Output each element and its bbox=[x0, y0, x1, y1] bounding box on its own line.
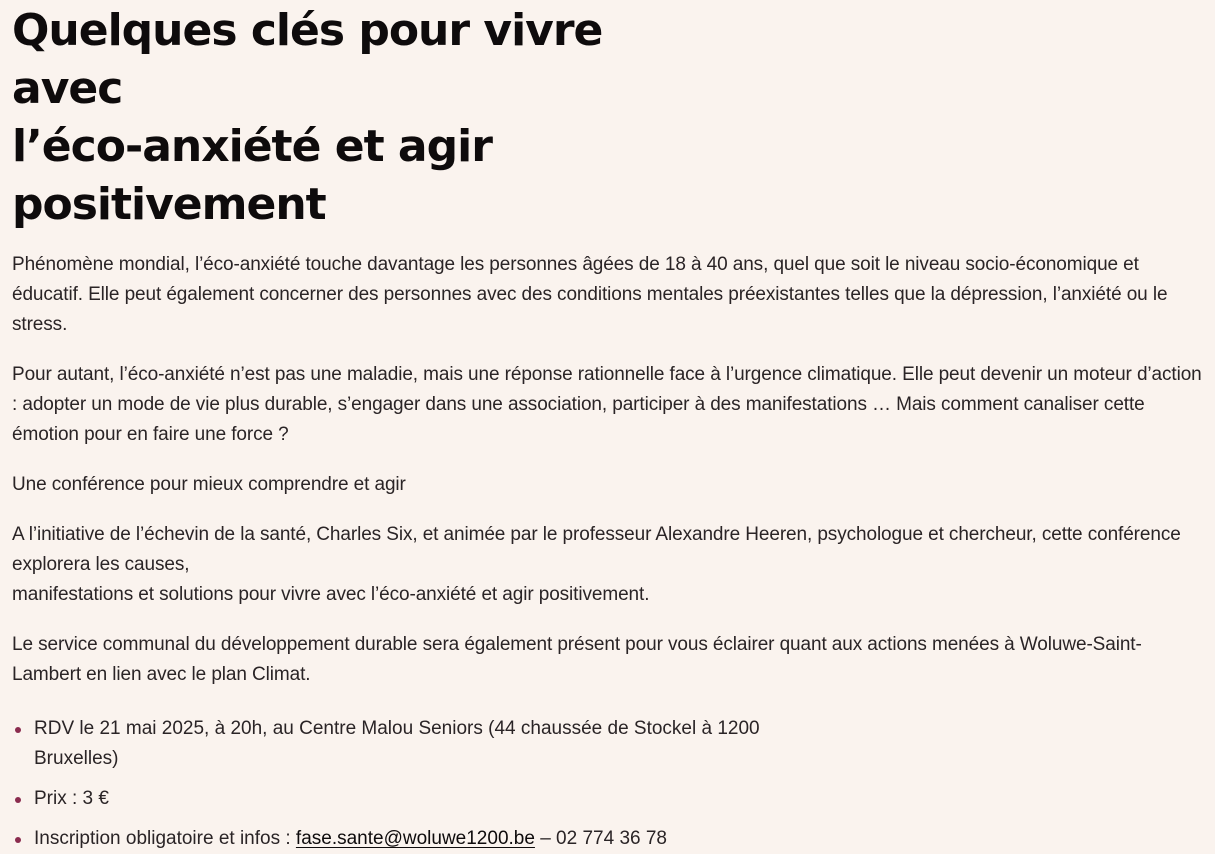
paragraph-sustainability-service: Le service communal du développement durable sera également présent pour vous éclairer quant aux actions menées à Woluwe-Saint-Lambert en lien avec le plan Climat. bbox=[12, 634, 1142, 685]
conference-details-line-b: manifestations et solutions pour vivre avec l’éco-anxiété et agir positivement. bbox=[12, 584, 650, 605]
paragraph-conference-heading: Une conférence pour mieux comprendre et agir bbox=[12, 474, 406, 495]
list-item-rdv bbox=[12, 714, 1207, 774]
event-details-list bbox=[12, 714, 1207, 854]
bullet-icon bbox=[15, 727, 21, 733]
list-item-registration bbox=[12, 824, 1207, 854]
paragraph-rational-response: Pour autant, l’éco-anxiété n’est pas une maladie, mais une réponse rationnelle face à l’urgence climatique. Elle peut devenir un moteur d’action : adopter un mode de vie plus durable, s’engager dans une association, participer à des manifestations … Mais comment canaliser cette émotion pour en faire une force ? bbox=[12, 364, 1202, 445]
phone-text: – 02 774 36 78 bbox=[534, 828, 668, 849]
title-line-1: Quelques clés pour vivre avec bbox=[12, 5, 603, 114]
price-text: Prix : 3 € bbox=[34, 788, 109, 809]
list-item-price bbox=[12, 784, 1207, 814]
page-title bbox=[12, 0, 712, 234]
email-link[interactable]: fase.sante@woluwe1200.be bbox=[295, 828, 535, 849]
paragraph-intro: Phénomène mondial, l’éco-anxiété touche davantage les personnes âgées de 18 à 40 ans, quel que soit le niveau socio-économique et éducatif. Elle peut également concerner des personnes avec des conditions mentales préexistantes telles que la dépression, l’anxiété ou le stress. bbox=[12, 254, 1168, 335]
registration-label: Inscription obligatoire et infos : bbox=[34, 828, 296, 849]
rdv-text: RDV le 21 mai 2025, à 20h, au Centre Malou Seniors (44 chaussée de Stockel à 1200 Bruxelles) bbox=[34, 718, 760, 769]
conference-details-line-a: A l’initiative de l’échevin de la santé, Charles Six, et animée par le professeur Alexandre Heeren, psychologue et chercheur, cette conférence explorera les causes, bbox=[12, 524, 1181, 575]
bullet-icon bbox=[15, 797, 21, 803]
paragraph-conference-details bbox=[12, 520, 1207, 610]
title-line-2: l’éco-anxiété et agir bbox=[12, 121, 492, 172]
title-line-3: positivement bbox=[12, 179, 326, 230]
bullet-icon bbox=[15, 837, 21, 843]
